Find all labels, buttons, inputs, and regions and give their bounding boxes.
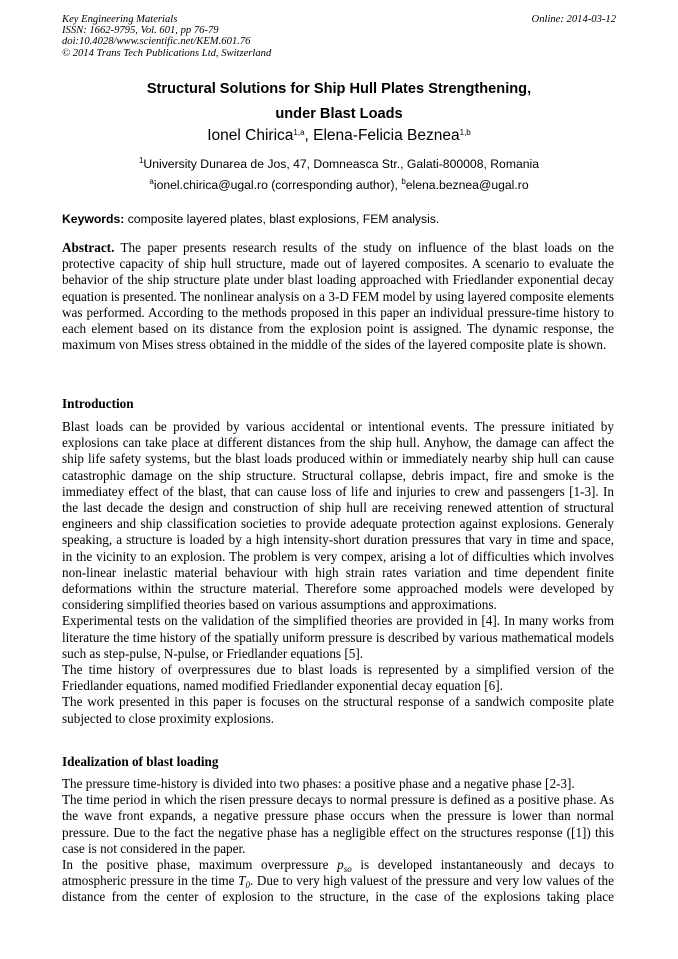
paragraph: The pressure time-history is divided into two phases: a positive phase and a negative phase [2-3]. (62, 776, 575, 791)
email-superscript: b (401, 177, 406, 186)
text-run: is developed instantaneously and decays to atmospheric pressure in the time (62, 857, 614, 889)
introduction-body (62, 419, 614, 727)
email-second: elena.beznea@ugal.ro (405, 178, 529, 192)
online-date: Online: 2014-03-12 (531, 14, 616, 25)
paragraph: Experimental tests on the validation of the simplified theories are provided in [4]. In many works from literature the time history of the spatially uniform pressure is described by various mathematical models such as step-pulse, N-pulse, or Friedlander equations [5]. (62, 613, 614, 661)
author-superscript: 1,b (459, 128, 471, 137)
copyright-line: © 2014 Trans Tech Publications Ltd, Switzerland (62, 47, 272, 59)
author-separator: , (304, 127, 314, 144)
text-run: . Due to very high valuest of the pressure and very low values of the distance from the center of explosion to the structure, in the case of the explosions taking place (62, 873, 614, 905)
variable-subscript: 0 (245, 880, 250, 891)
author-superscript: 1,a (293, 128, 305, 137)
variable-t0 (238, 873, 250, 891)
section-heading-introduction: Introduction (62, 396, 134, 411)
paper-title-line1: Structural Solutions for Ship Hull Plates Strengthening, (146, 81, 532, 97)
doi-line: doi:10.4028/www.scientific.net/KEM.601.76 (62, 36, 251, 48)
author-name: Ionel Chirica (207, 127, 294, 144)
journal-header (62, 14, 271, 59)
paragraph: The time period in which the risen pressure decays to normal pressure is defined as a positive phase. As the wave front expands, a negative pressure phase occurs when the pressure is lower than normal pressure. Due to the fact the negative phase has a negligible effect on the structures response ([1]) this case is not considered in the paper. (62, 792, 614, 856)
authors (0, 127, 678, 145)
section-heading-idealization: Idealization of blast loading (62, 754, 219, 769)
author-emails (0, 178, 678, 192)
paragraph (62, 857, 614, 906)
keywords-label: Keywords: (62, 212, 125, 226)
abstract-paragraph (62, 240, 614, 353)
abstract-label: Abstract. (62, 240, 115, 255)
variable-subscript: so (343, 864, 352, 875)
affiliation-text: University Dunarea de Jos, 47, Domneasca Str., Galati-800008, Romania (143, 157, 540, 171)
paragraph: The work presented in this paper is focuses on the structural response of a sandwich composite plate subjected to close proximity explosions. (62, 694, 614, 726)
paper-title-line2: under Blast Loads (275, 106, 403, 122)
issn-line: ISSN: 1662-9795, Vol. 601, pp 76-79 (62, 25, 219, 37)
paragraph: The time history of overpressures due to blast loads is represented by a simplified version of the Friedlander equations, named modified Friedlander exponential decay equation [6]. (62, 662, 614, 694)
affiliation-superscript: 1 (138, 156, 144, 165)
variable-pso (337, 857, 352, 875)
variable-symbol: T (238, 873, 246, 889)
affiliation (0, 157, 678, 171)
abstract-text: The paper presents research results of the study on influence of the blast loads on the protective capacity of ship hull structure, made out of layered composites. A scenario to evaluate the behavior of the ship structure plate under blast loading approached with Friedlander exponential decay equation is presented. The nonlinear analysis on a 3-D FEM model by using layered composite elements was performed. According to the methods proposed in this paper an individual pressure-time history to each element based on its distance from the explosion point is assigned. The dynamic response, the maximum von Mises stress obtained in the middle of the sides of the layered composite plate is shown. (62, 240, 614, 353)
keywords (62, 212, 439, 226)
idealization-body (62, 776, 614, 906)
author-name: Elena-Felicia Beznea (313, 127, 460, 144)
email-corresponding: ionel.chirica@ugal.ro (corresponding author), (153, 178, 402, 192)
email-superscript: a (149, 177, 154, 186)
abstract (62, 240, 614, 353)
variable-symbol: p (337, 857, 344, 873)
text-run: In the positive phase, maximum overpressure (62, 857, 338, 873)
paragraph: Blast loads can be provided by various accidental or intentional events. The pressure initiated by explosions can take place at different distances from the ship hull. Anyhow, the damage can affect the ship life safety systems, but the blast loads produced within or immediately nearby ship hull can cause catastrophic damage on the ship structure. Structural collapse, debris impact, fire and smoke is the immediatey effect of the blast, that can cause loss of life and injuries to crew and passengers [1-3]. In the last decade the design and construction of ship hull are receiving renewed attention of structural engineers and ship classification societies to provide adequate protection against explosions. Generaly speaking, a structure is loaded by a high intensity-short duration pressures that vary in time and space, in the vicinity to an explosion. The problem is very compex, arising a lot of difficulties which involves non-linear inelastic material behaviour with high strain rates variation and time dependent finite deformations within the structure material. Therefore some approached models were developed by considering simplified theories based on various assumptions and approximations. (62, 419, 614, 613)
journal-name: Key Engineering Materials (62, 14, 178, 25)
keywords-text: composite layered plates, blast explosions, FEM analysis. (124, 212, 440, 226)
